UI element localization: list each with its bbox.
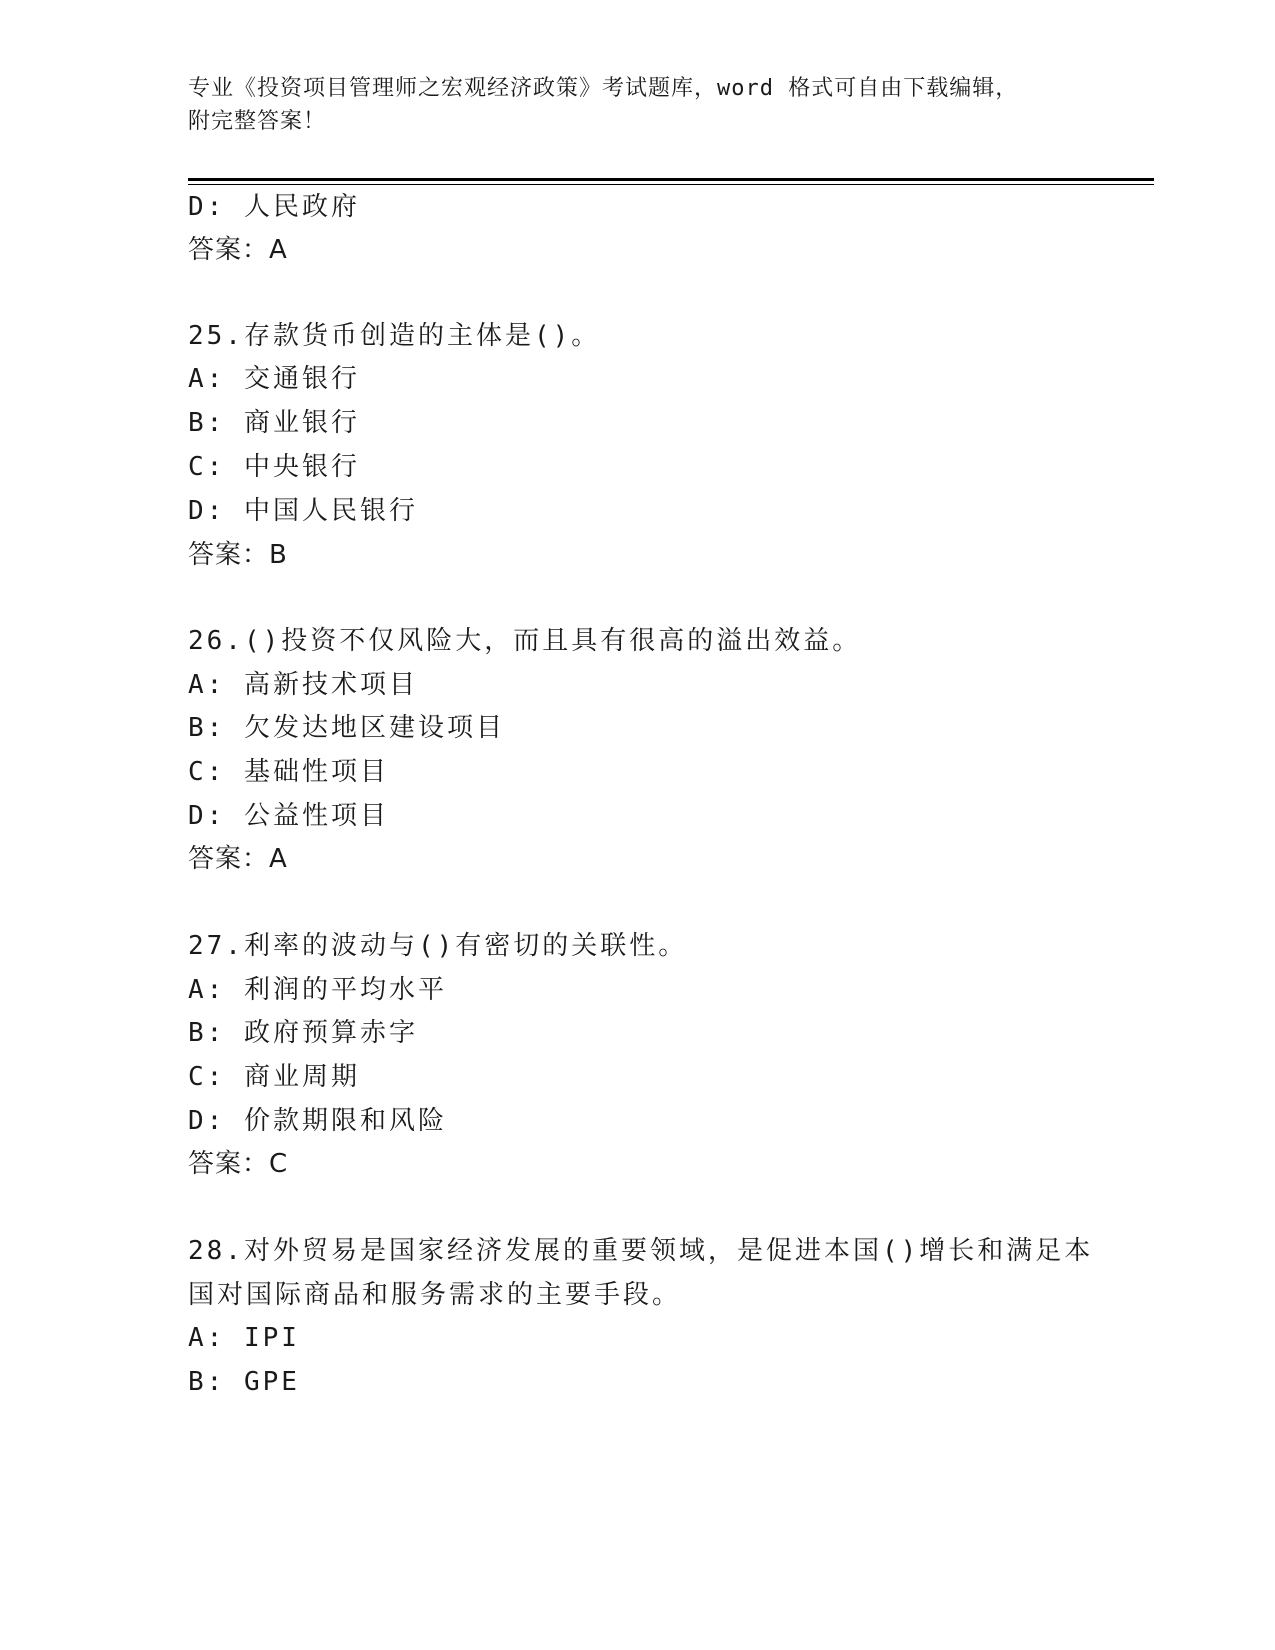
header-line-2: 附完整答案！ xyxy=(188,109,327,134)
prev-answer: 答案：A xyxy=(188,235,288,265)
q25-option-c: C: 中央银行 xyxy=(188,452,360,482)
header-line-1: 专业《投资项目管理师之宏观经济政策》考试题库，word 格式可自由下载编辑， xyxy=(188,76,1019,101)
q25-option-b: B: 商业银行 xyxy=(188,408,360,438)
q28-option-b: B: GPE xyxy=(188,1367,300,1397)
q26-option-c: C: 基础性项目 xyxy=(188,757,389,787)
q26-option-b: B: 欠发达地区建设项目 xyxy=(188,713,505,743)
q28-stem-line-2: 国对国际商品和服务需求的主要手段。 xyxy=(188,1280,682,1310)
q27-option-a: A: 利润的平均水平 xyxy=(188,975,447,1005)
header-divider-thick xyxy=(188,178,1154,181)
q27-answer: 答案：C xyxy=(188,1149,289,1179)
header-divider-thin xyxy=(188,184,1154,185)
q28-option-a: A: IPI xyxy=(188,1323,300,1353)
q26-option-a: A: 高新技术项目 xyxy=(188,670,418,700)
q27-option-d: D: 价款期限和风险 xyxy=(188,1106,447,1136)
q26-answer: 答案：A xyxy=(188,844,288,874)
q26-option-d: D: 公益性项目 xyxy=(188,801,389,831)
q25-stem: 25.存款货币创造的主体是()。 xyxy=(188,321,601,351)
q28-stem-line-1: 28.对外贸易是国家经济发展的重要领域，是促进本国()增长和满足本 xyxy=(188,1236,1094,1266)
document-header xyxy=(188,72,1088,138)
q25-answer: 答案：B xyxy=(188,540,288,570)
prev-option-d: D: 人民政府 xyxy=(188,192,360,222)
q26-stem: 26.()投资不仅风险大，而且具有很高的溢出效益。 xyxy=(188,626,862,656)
q25-option-a: A: 交通银行 xyxy=(188,364,360,394)
q25-option-d: D: 中国人民银行 xyxy=(188,496,418,526)
q27-option-b: B: 政府预算赤字 xyxy=(188,1018,418,1048)
q27-option-c: C: 商业周期 xyxy=(188,1062,360,1092)
q27-stem: 27.利率的波动与()有密切的关联性。 xyxy=(188,931,688,961)
